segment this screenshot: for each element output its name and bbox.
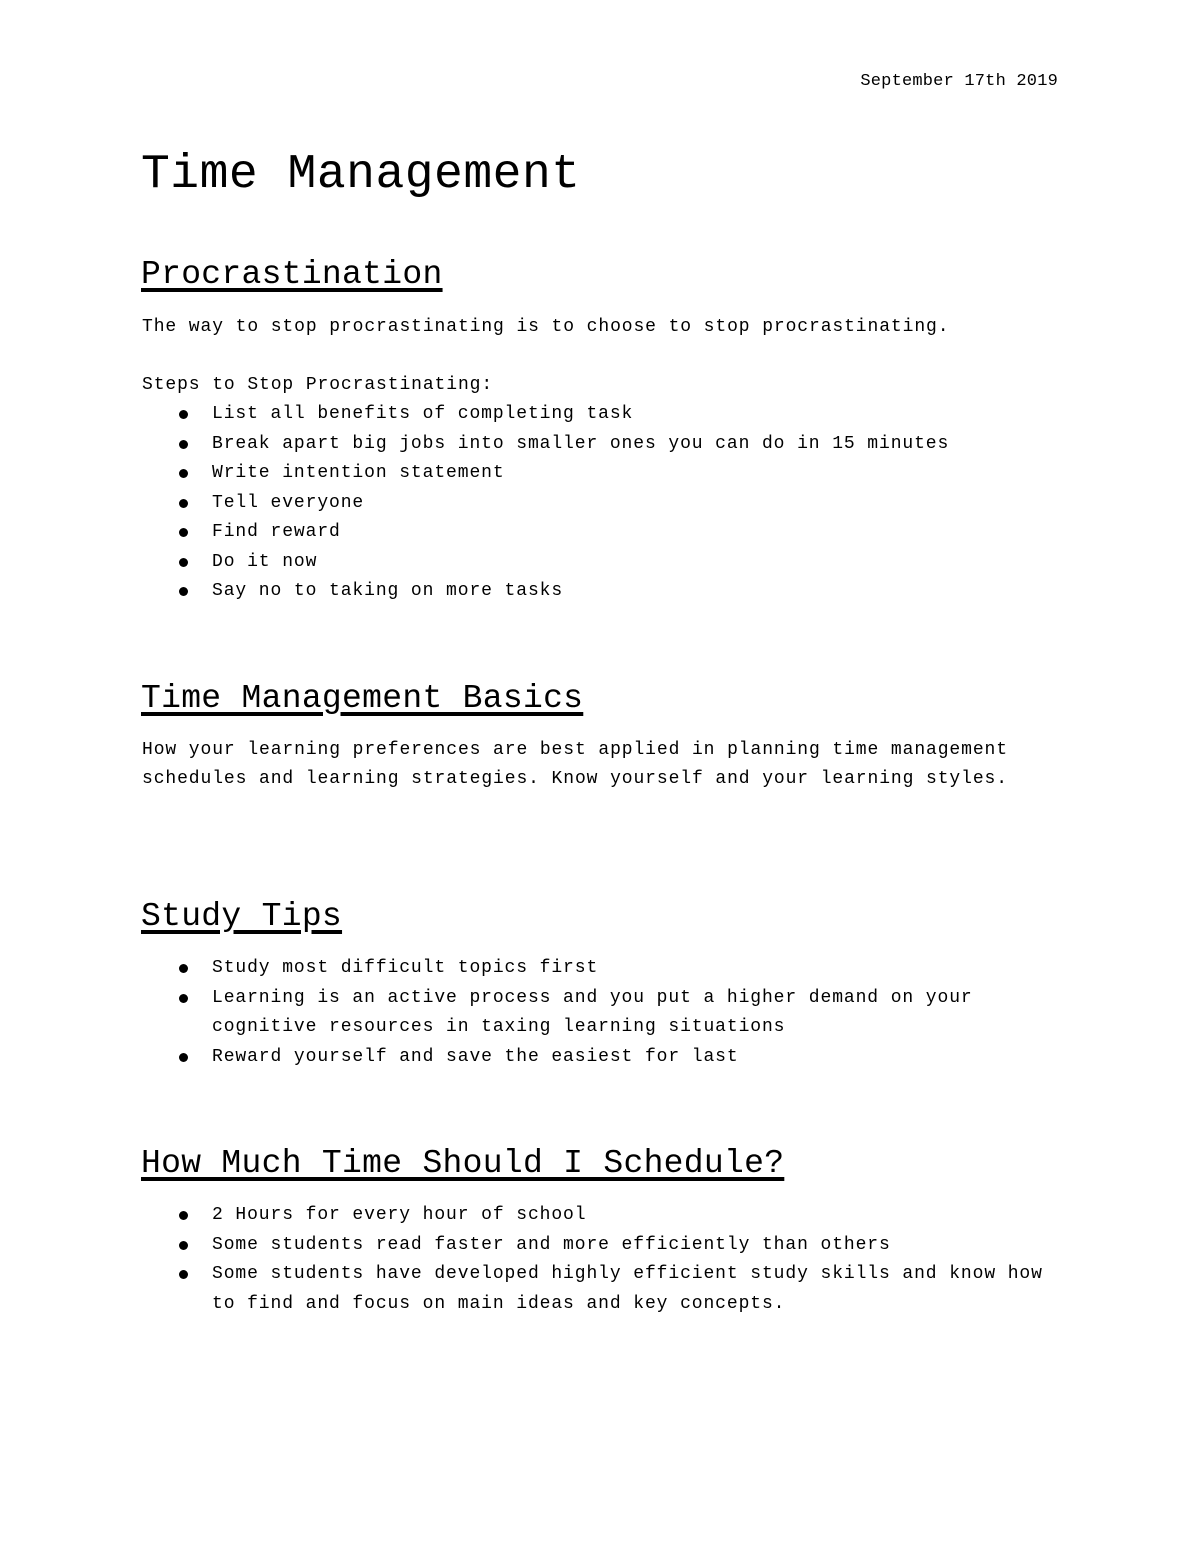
list-item: Some students read faster and more efficiently than others bbox=[142, 1231, 1062, 1261]
bullet-icon bbox=[179, 1053, 188, 1062]
heading-study-tips: Study Tips bbox=[141, 898, 343, 935]
list-item: Write intention statement bbox=[142, 459, 1062, 489]
list-item: Do it now bbox=[142, 548, 1062, 578]
bullet-icon bbox=[179, 469, 188, 478]
bullet-icon bbox=[179, 964, 188, 973]
schedule-list bbox=[142, 1201, 1062, 1319]
list-item: List all benefits of completing task bbox=[142, 400, 1062, 430]
document-date: September 17th 2019 bbox=[860, 72, 1058, 91]
heading-time-management-basics: Time Management Basics bbox=[141, 680, 584, 717]
list-item: Some students have developed highly efficient study skills and know how to find and focus on main ideas and key concepts. bbox=[142, 1260, 1062, 1319]
heading-how-much-time: How Much Time Should I Schedule? bbox=[141, 1145, 785, 1182]
heading-procrastination: Procrastination bbox=[141, 256, 443, 293]
bullet-icon bbox=[179, 994, 188, 1003]
list-item: Reward yourself and save the easiest for last bbox=[142, 1043, 1062, 1073]
bullet-icon bbox=[179, 1241, 188, 1250]
bullet-icon bbox=[179, 1211, 188, 1220]
list-item: 2 Hours for every hour of school bbox=[142, 1201, 1062, 1231]
bullet-icon bbox=[179, 558, 188, 567]
bullet-icon bbox=[179, 528, 188, 537]
bullet-icon bbox=[179, 440, 188, 449]
list-item: Say no to taking on more tasks bbox=[142, 577, 1062, 607]
list-item: Learning is an active process and you put a higher demand on your cognitive resources in taxing learning situations bbox=[142, 984, 1062, 1043]
bullet-icon bbox=[179, 587, 188, 596]
list-item: Tell everyone bbox=[142, 489, 1062, 519]
bullet-icon bbox=[179, 410, 188, 419]
document-title: Time Management bbox=[141, 148, 581, 202]
basics-body: How your learning preferences are best applied in planning time management schedules and learning strategies. Know yourself and your learning styles. bbox=[142, 740, 1008, 789]
list-item: Break apart big jobs into smaller ones you can do in 15 minutes bbox=[142, 430, 1062, 460]
list-item: Find reward bbox=[142, 518, 1062, 548]
bullet-icon bbox=[179, 1270, 188, 1279]
list-item: Study most difficult topics first bbox=[142, 954, 1062, 984]
procrastination-steps-label: Steps to Stop Procrastinating: bbox=[142, 375, 494, 395]
procrastination-intro: The way to stop procrastinating is to choose to stop procrastinating. bbox=[142, 317, 950, 337]
study-tips-list bbox=[142, 954, 1062, 1072]
bullet-icon bbox=[179, 499, 188, 508]
procrastination-steps-list bbox=[142, 400, 1062, 607]
